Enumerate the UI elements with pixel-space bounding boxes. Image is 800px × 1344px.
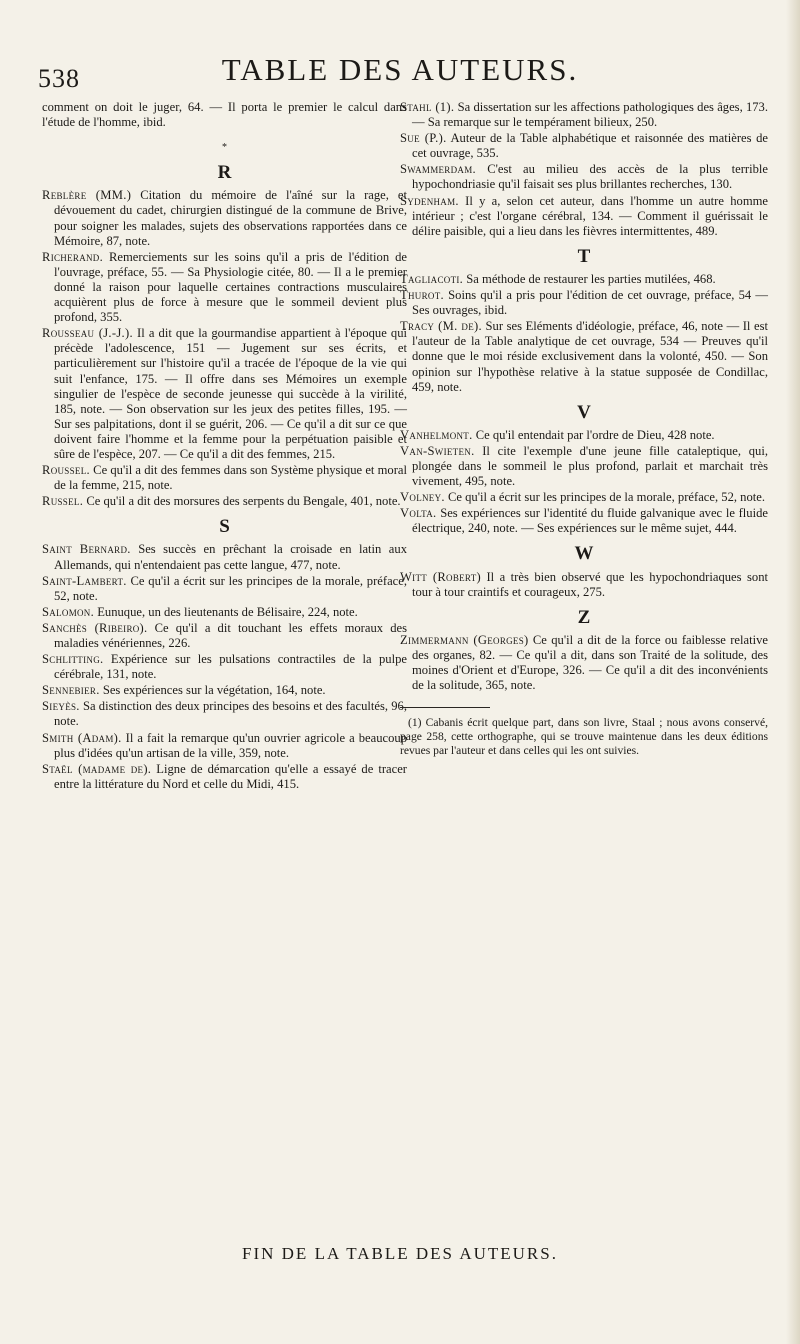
section-letter: Z bbox=[577, 606, 591, 628]
section-letter: W bbox=[574, 543, 594, 565]
entry-description: Sur ses Eléments d'idéologie, préface, 46, note — Il est l'auteur de la Table analytique de cet ouvrage, 534 — Preuves qu'il donne que le moi réside exclusivement dans la volonté, 450. — Son opinion sur l'hypothèse relative à la statue supposée de Condillac, 459, note. bbox=[412, 319, 769, 394]
index-entry bbox=[400, 490, 768, 505]
section-letter: V bbox=[577, 401, 591, 423]
entry-description: Il a fait la remarque qu'un ouvrier agricole a beaucoup plus d'idées qu'un artisan de la ville, 359, note. bbox=[54, 730, 408, 760]
index-entry bbox=[42, 542, 407, 572]
entry-author-name: Volta. bbox=[400, 506, 437, 521]
footnote-rule bbox=[400, 707, 490, 708]
entry-author-name: Roussel. bbox=[42, 463, 90, 478]
entry-description: Soins qu'il a pris pour l'édition de cet ouvrage, préface, 54 — Ses ouvrages, ibid. bbox=[412, 288, 768, 318]
right-column bbox=[400, 100, 768, 758]
entry-description: Ce qu'il a dit de la force ou faiblesse relative des organes, 82. — Ce qu'il a dit, dans son Traité de la solitude, des moines d'Orient et d'Europe, 326. — Ce qu'il a dit des inconvénients de la solitude, 365, note. bbox=[412, 632, 768, 693]
section-letter: T bbox=[577, 245, 591, 267]
index-entry bbox=[42, 574, 407, 604]
entry-description: Auteur de la Table alphabétique et raisonnée des matières de cet ouvrage, 535. bbox=[412, 131, 768, 161]
entry-author-name: Sennebier. bbox=[42, 683, 100, 698]
index-entry bbox=[400, 570, 768, 600]
entry-author-name: Zimmermann (Georges) bbox=[400, 632, 529, 647]
index-entry bbox=[42, 605, 407, 620]
index-entry bbox=[42, 731, 407, 761]
entry-description: Il cite l'exemple d'une jeune fille cataleptique, qui, plongée dans le sommeil le plus profond, parlait et marchait très vivement, 495, note. bbox=[412, 443, 768, 489]
entry-author-name: Staël (madame de). bbox=[42, 761, 152, 776]
entry-author-name: Richerand. bbox=[42, 249, 104, 264]
entry-author-name: Sue (P.). bbox=[400, 131, 447, 146]
index-entry bbox=[400, 288, 768, 318]
index-entry bbox=[400, 319, 768, 394]
entry-description: Sa dissertation sur les affections pathologiques des âges, 173. — Sa remarque sur le tempérament bilieux, 250. bbox=[412, 100, 769, 130]
entry-author-name: Smith (Adam). bbox=[42, 730, 122, 745]
footnote bbox=[400, 716, 768, 758]
entry-author-name: Reblère (MM.) bbox=[42, 188, 132, 203]
entry-description: Il y a, selon cet auteur, dans l'homme un autre homme intérieur ; c'est l'organe cérébral, 134. — Comment il guérissait le délire paisible, qui a lieu dans les fièvres intermittentes, 489. bbox=[412, 193, 768, 238]
entry-author-name: Sieyès. bbox=[42, 699, 80, 714]
footnote-text: (1) Cabanis écrit quelque part, dans son livre, Staal ; nous avons conservé, page 258, cette orthographe, qui se trouve maintenue dans les deux éditions revues par l'auteur et dans celles qui les ont suivies. bbox=[400, 716, 768, 758]
entry-author-name: Vanhelmont. bbox=[400, 427, 473, 442]
entry-author-name: Tagliacoti. bbox=[400, 271, 464, 286]
entry-author-name: Russel. bbox=[42, 494, 84, 509]
entry-author-name: Rousseau (J.-J.). bbox=[42, 326, 133, 341]
entry-description: Ce qu'il a écrit sur les principes de la morale, préface, 52, note. bbox=[448, 490, 765, 505]
entry-author-name: Stahl (1). bbox=[400, 100, 455, 114]
index-entry bbox=[400, 272, 768, 287]
entry-description: Citation du mémoire de l'aîné sur la rage, et dévouement du cadet, chirurgien distingué de la commune de Brive, pour soigner les malades, sujets des observations rapportées dans ce Mémoire, 87, note. bbox=[54, 188, 407, 248]
index-entry bbox=[400, 428, 768, 443]
entry-description: Ce qu'il a dit des femmes dans son Système physique et moral de la femme, 215, note. bbox=[54, 463, 407, 493]
page-number: 538 bbox=[38, 64, 80, 93]
index-entry bbox=[400, 633, 768, 693]
entry-description: Expérience sur les pulsations contractiles de la pulpe cérébrale, 131, note. bbox=[54, 652, 407, 682]
section-letter: S bbox=[219, 516, 230, 538]
index-entry bbox=[42, 683, 407, 698]
entry-description: Ses succès en prêchant la croisade en latin aux Allemands, qui n'entendaient pas cette langue, 477, note. bbox=[54, 542, 407, 572]
entry-author-name: Volney. bbox=[400, 490, 445, 505]
entry-description: Sa distinction des deux principes des besoins et des facultés, 96, note. bbox=[54, 699, 407, 729]
entry-author-name: Thurot. bbox=[400, 288, 444, 303]
running-title: TABLE DES AUTEURS. bbox=[221, 52, 579, 87]
entry-author-name: Swammerdam. bbox=[400, 162, 476, 177]
index-entry bbox=[42, 621, 407, 651]
index-entry bbox=[400, 444, 768, 489]
index-entry bbox=[400, 100, 768, 130]
index-entry bbox=[42, 494, 407, 509]
entry-author-name: Saint Bernard. bbox=[42, 542, 131, 557]
entry-description: C'est au milieu des accès de la plus terrible hypochondriasie qu'il faisait ses plus brillantes recherches, 130. bbox=[412, 162, 768, 192]
end-of-table-footer: FIN DE LA TABLE DES AUTEURS. bbox=[242, 1244, 558, 1263]
entry-description: Eunuque, un des lieutenants de Bélisaire, 224, note. bbox=[97, 604, 358, 619]
index-entry bbox=[42, 250, 407, 325]
entry-description: Il a très bien observé que les hypochondriaques sont tour à tour craintifs et courageux, 275. bbox=[412, 569, 768, 599]
entry-description: Ce qu'il a dit des morsures des serpents du Bengale, 401, note. bbox=[86, 494, 401, 509]
index-entry bbox=[400, 506, 768, 536]
entry-description: Ce qu'il entendait par l'ordre de Dieu, 428 note. bbox=[475, 427, 715, 442]
entry-description: Sa méthode de restaurer les parties mutilées, 468. bbox=[466, 271, 716, 286]
left-column bbox=[42, 100, 407, 793]
index-entry bbox=[42, 699, 407, 729]
entry-description: Ce qu'il a écrit sur les principes de la morale, préface, 52, note. bbox=[54, 573, 407, 603]
page-edge-shadow bbox=[786, 0, 800, 1344]
entry-description: Il a dit que la gourmandise appartient à l'époque qui précède l'adolescence, 151 — Jugement sur ses écrits, et particulièrement sur l'histoire qu'il a tracée de l'époque de la vie qui suit l'enfance, 175. — Il offre dans ses Mémoires un exemple singulier de l'espèce de seconde jeunesse qui succède à la virilité, 185, note. — Son observation sur les jeux des petites filles, 195. — Sur ses palpitations, dont il se guérit, 206. — Ce qu'il a dit sur ce que doivent faire l'homme et la femme pour la perpétuation paisible et sûre de l'espèce, 207. — Ce qu'il a dit des femmes, 215. bbox=[54, 326, 407, 461]
entry-author-name: Sanchès (Ribeiro). bbox=[42, 620, 148, 635]
entry-description: Ses expériences sur la végétation, 164, note. bbox=[102, 683, 326, 698]
index-entry bbox=[42, 652, 407, 682]
continued-entry-text: comment on doit le juger, 64. — Il porta le premier le calcul dans l'étude de l'homme, ibid. bbox=[42, 100, 407, 130]
entry-author-name: Van-Swieten. bbox=[400, 443, 475, 458]
asterisk-ornament: * bbox=[222, 142, 227, 154]
index-entry bbox=[400, 194, 768, 239]
index-entry bbox=[400, 131, 768, 161]
index-entry bbox=[42, 188, 407, 248]
entry-author-name: Saint-Lambert. bbox=[42, 573, 127, 588]
entry-author-name: Salomon. bbox=[42, 604, 95, 619]
index-entry bbox=[42, 463, 407, 493]
entry-description: Ses expériences sur l'identité du fluide galvanique avec le fluide électrique, 240, note. — Ses expériences sur le même sujet, 444. bbox=[412, 506, 768, 536]
section-letter: R bbox=[217, 162, 232, 184]
index-entry bbox=[400, 162, 768, 192]
index-entry bbox=[42, 762, 407, 792]
index-entry bbox=[42, 326, 407, 462]
entry-author-name: Schlitting. bbox=[42, 652, 104, 667]
entry-author-name: Tracy (M. de). bbox=[400, 319, 482, 334]
entry-description: Remerciements sur les soins qu'il a pris de l'édition de l'ouvrage, préface, 55. — Sa Physiologie citée, 80. — Il a le premier donné la raison pour laquelle certaines contractions musculaires acquièrent plus de force à mesure que le sommeil devient plus profond, 355. bbox=[54, 249, 407, 325]
entry-description: Ligne de démarcation qu'elle a essayé de tracer entre la littérature du Nord et celle du Midi, 415. bbox=[54, 761, 407, 791]
entry-description: Ce qu'il a dit touchant les effets moraux des maladies vénériennes, 226. bbox=[54, 620, 407, 650]
entry-author-name: Witt (Robert) bbox=[400, 569, 481, 584]
entry-author-name: Sydenham. bbox=[400, 193, 459, 208]
